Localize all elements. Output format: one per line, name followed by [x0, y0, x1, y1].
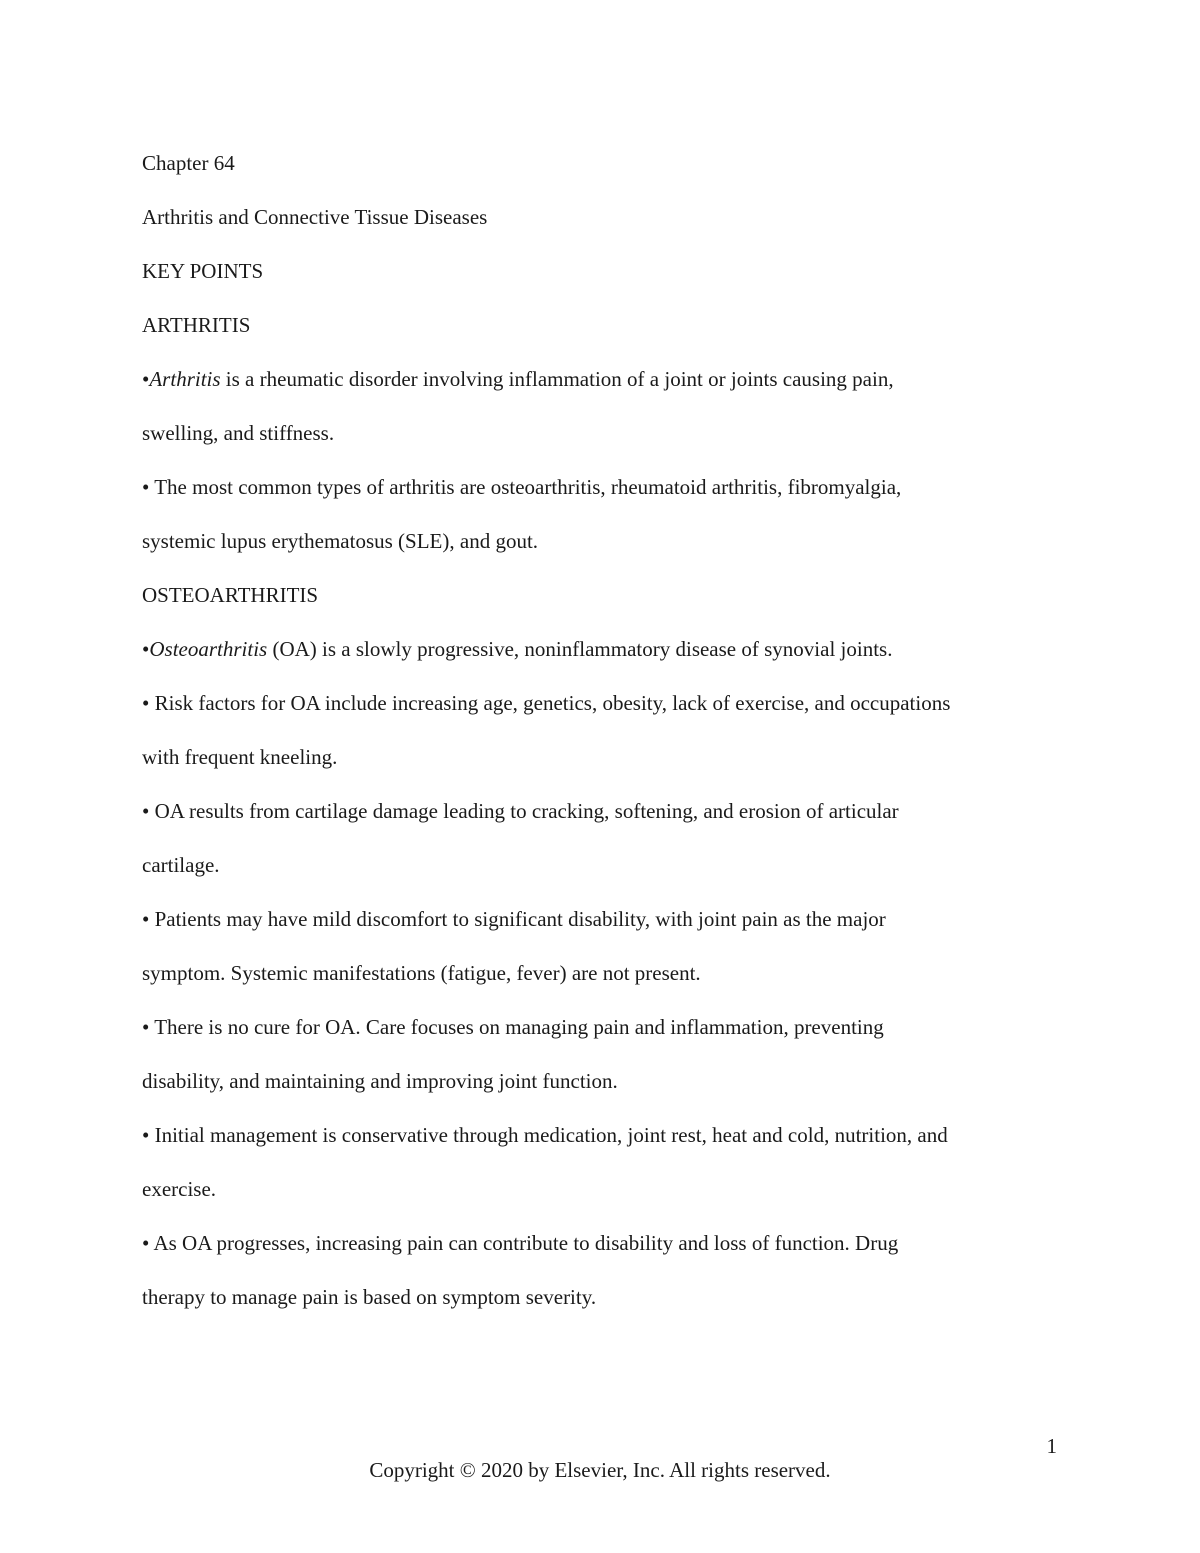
chapter-title: Arthritis and Connective Tissue Diseases: [142, 205, 488, 229]
bullet-marker: •: [142, 367, 150, 391]
arthritis-bullet-1-line-2: swelling, and stiffness.: [142, 421, 335, 445]
term-arthritis: Arthritis: [149, 367, 221, 391]
copyright-footer: Copyright © 2020 by Elsevier, Inc. All rights reserved.: [369, 1458, 831, 1482]
oa-bullet-6-line-2: exercise.: [142, 1177, 217, 1201]
oa-bullet-3-line-1: • OA results from cartilage damage leading to cracking, softening, and erosion of articular: [142, 799, 899, 823]
arthritis-bullet-2-line-2: systemic lupus erythematosus (SLE), and gout.: [142, 529, 539, 553]
oa-bullet-7-line-2: therapy to manage pain is based on symptom severity.: [142, 1285, 597, 1309]
bullet-text: (OA) is a slowly progressive, noninflammatory disease of synovial joints.: [267, 637, 893, 661]
document-body: [142, 136, 1062, 1324]
oa-bullet-3-line-2: cartilage.: [142, 853, 220, 877]
arthritis-heading: ARTHRITIS: [142, 313, 251, 337]
oa-bullet-2-line-2: with frequent kneeling.: [142, 745, 338, 769]
oa-bullet-7-line-1: • As OA progresses, increasing pain can contribute to disability and loss of function. Drug: [142, 1231, 899, 1255]
arthritis-bullet-2-line-1: • The most common types of arthritis are osteoarthritis, rheumatoid arthritis, fibromyalgia,: [142, 475, 902, 499]
oa-bullet-2-line-1: • Risk factors for OA include increasing age, genetics, obesity, lack of exercise, and occupations: [142, 691, 951, 715]
oa-bullet-6-line-1: • Initial management is conservative through medication, joint rest, heat and cold, nutrition, and: [142, 1123, 948, 1147]
oa-bullet-4-line-1: • Patients may have mild discomfort to significant disability, with joint pain as the major: [142, 907, 886, 931]
oa-bullet-1-line-1: [142, 622, 1062, 676]
osteoarthritis-heading: OSTEOARTHRITIS: [142, 583, 319, 607]
oa-bullet-4-line-2: symptom. Systemic manifestations (fatigue, fever) are not present.: [142, 961, 701, 985]
oa-bullet-5-line-1: • There is no cure for OA. Care focuses on managing pain and inflammation, preventing: [142, 1015, 884, 1039]
page-number: 1: [1046, 1434, 1057, 1458]
key-points-heading: KEY POINTS: [142, 259, 264, 283]
arthritis-bullet-1-line-1: [142, 352, 1062, 406]
oa-bullet-5-line-2: disability, and maintaining and improving joint function.: [142, 1069, 618, 1093]
term-osteoarthritis: Osteoarthritis: [149, 637, 268, 661]
bullet-marker: •: [142, 637, 150, 661]
bullet-text: is a rheumatic disorder involving inflammation of a joint or joints causing pain,: [220, 367, 894, 391]
chapter-number: Chapter 64: [142, 151, 235, 175]
